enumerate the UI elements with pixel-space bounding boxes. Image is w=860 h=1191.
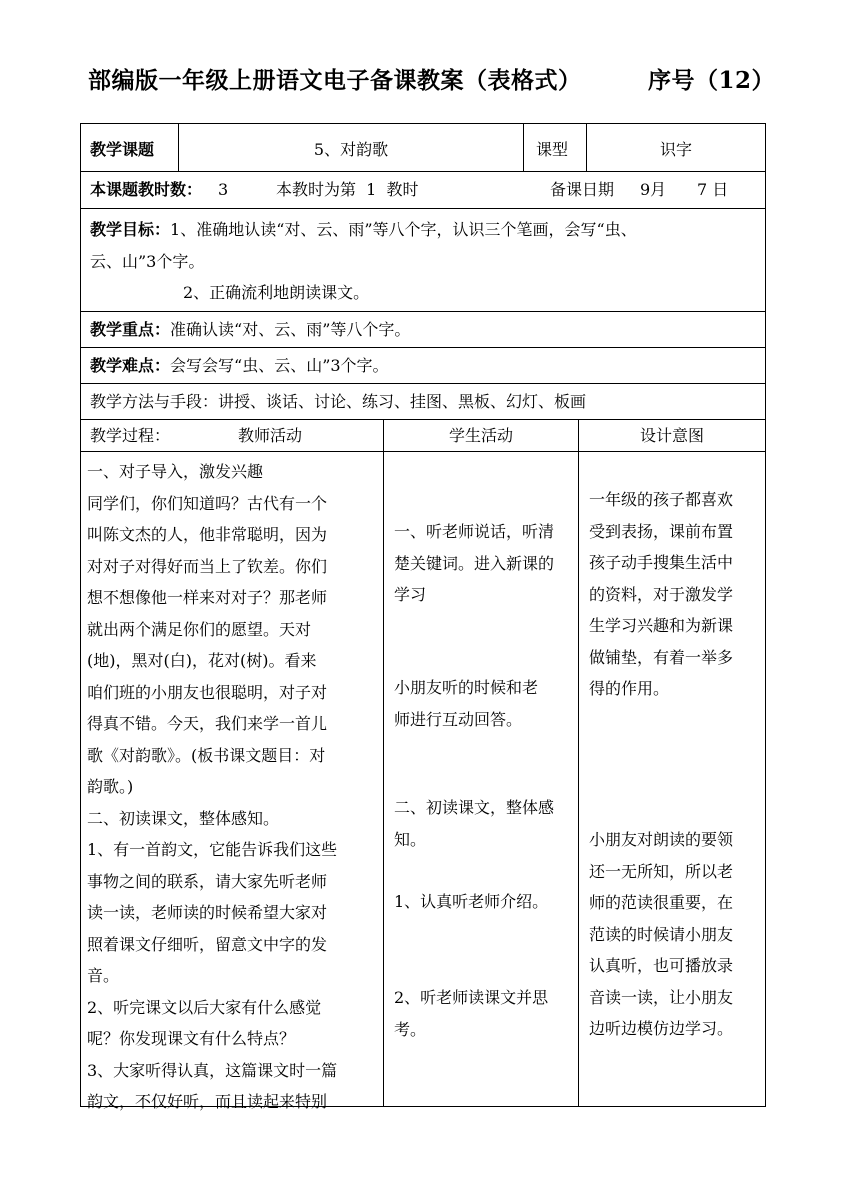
type-value: 识字	[659, 140, 692, 159]
teacher-line: 一、对子导入，激发兴趣	[87, 462, 264, 481]
student-line: 楚关键词。进入新课的	[394, 553, 555, 573]
date-day: 7 日	[697, 180, 729, 199]
goals-line-2: 云、山”3个字。	[90, 251, 205, 271]
teacher-line: 二、初读课文，整体感知。	[87, 808, 280, 828]
document-title	[88, 62, 788, 102]
topic-value: 5、对韵歌	[313, 140, 389, 159]
goals-line-1: 1、准确地认读“对、云、雨”等八个字，认识三个笔画，会写“虫、	[170, 220, 637, 239]
design-line: 一年级的孩子都喜欢	[589, 490, 734, 509]
student-line: 一、听老师说话，听清	[394, 522, 555, 541]
student-line: 小朋友听的时候和老	[394, 678, 539, 697]
difficulties-row	[81, 348, 765, 384]
design-line: 认真听，也可播放录	[589, 956, 734, 975]
design-line: 生学习兴趣和为新课	[589, 616, 734, 635]
design-line: 做铺垫，有着一举多	[589, 647, 734, 667]
student-line: 二、初读课文，整体感	[394, 798, 555, 817]
serial-number: 序号（12）	[648, 67, 776, 94]
hours-label: 本课题教时数：	[90, 180, 203, 199]
process-body-row	[81, 452, 765, 1111]
title-text: 部编版一年级上册语文电子备课教案（表格式）	[88, 67, 582, 94]
design-line: 还一无所知，所以老	[589, 861, 734, 881]
methods-row	[81, 384, 765, 420]
teacher-line: 对对子对得好而当上了钦差。你们	[87, 556, 328, 576]
lesson-plan-table	[80, 123, 766, 1111]
hours-row	[81, 172, 765, 209]
teacher-line: 事物之间的联系，请大家先听老师	[87, 871, 328, 891]
teacher-line: 韵歌。)	[87, 777, 134, 796]
teacher-line: 想不想像他一样来对对子？那老师	[87, 588, 328, 607]
student-activity-block	[394, 886, 548, 918]
teacher-line: 歌《对韵歌》。(板书课文题目：对	[87, 745, 326, 765]
design-line: 受到表扬，课前布置	[589, 521, 734, 541]
teacher-line: 韵文，不仅好听，而且读起来特别	[87, 1092, 328, 1111]
design-intent-column	[578, 452, 765, 1106]
teacher-line: 同学们，你们知道吗？古代有一个	[87, 493, 328, 513]
teacher-activity-header: 教师活动	[238, 426, 303, 445]
date-month: 9月	[640, 180, 667, 199]
student-line: 考。	[394, 1019, 427, 1039]
topic-row	[81, 124, 765, 172]
student-activity-column	[383, 452, 578, 1106]
design-intent-block	[589, 484, 733, 705]
key-points-text: 准确认读“对、云、雨”等八个字。	[170, 320, 411, 339]
student-line: 学习	[394, 585, 427, 604]
teacher-line: 照着课文仔细听，留意文中字的发	[87, 934, 328, 954]
design-line: 得的作用。	[589, 679, 670, 698]
difficulties-text: 会写会写“虫、云、山”3个字。	[170, 356, 389, 375]
design-line: 的资料，对于激发学	[589, 584, 734, 604]
hours-count: 3	[218, 180, 229, 199]
design-line: 师的范读很重要，在	[589, 893, 734, 912]
type-label: 课型	[536, 140, 569, 159]
design-line: 孩子动手搜集生活中	[589, 553, 734, 572]
design-line: 小朋友对朗读的要领	[589, 830, 734, 849]
student-activity-block	[394, 516, 554, 611]
teacher-line: 呢？你发现课文有什么特点？	[87, 1029, 296, 1048]
key-points-label: 教学重点：	[90, 320, 171, 339]
student-activity-block	[394, 672, 538, 735]
goals-line-3: 2、正确流利地朗读课文。	[183, 283, 370, 302]
current-session: 本教时为第 1 教时	[276, 180, 419, 199]
date-label: 备课日期	[550, 180, 615, 199]
teacher-line: 读一读，老师读的时候希望大家对	[87, 903, 328, 922]
student-activity-header: 学生活动	[448, 426, 513, 445]
teacher-line: 2、听完课文以后大家有什么感觉	[87, 997, 322, 1017]
goals-label: 教学目标：	[90, 220, 171, 239]
student-activity-block	[394, 982, 548, 1045]
design-intent-header: 设计意图	[639, 426, 704, 445]
teacher-line: 音。	[87, 966, 120, 985]
student-line: 知。	[394, 829, 427, 849]
student-line: 1、认真听老师介绍。	[394, 892, 549, 911]
methods-text: 教学方法与手段：讲授、谈话、讨论、练习、挂图、黑板、幻灯、板画	[90, 392, 587, 411]
teacher-line: 得真不错。今天，我们来学一首儿	[87, 714, 328, 733]
teacher-activity-column	[81, 452, 383, 1111]
design-line: 音读一读，让小朋友	[589, 987, 734, 1007]
key-points-row	[81, 312, 765, 348]
process-header-row	[81, 420, 765, 452]
goals-row	[81, 209, 765, 312]
student-activity-block	[394, 792, 554, 855]
topic-label: 教学课题	[90, 140, 155, 159]
teacher-line: (地)，黑对(白)，花对(树)。看来	[87, 651, 317, 670]
teacher-line: 咱们班的小朋友也很聪明，对子对	[87, 682, 328, 702]
teacher-line: 叫陈文杰的人，他非常聪明，因为	[87, 525, 328, 544]
teacher-line: 1、有一首韵文，它能告诉我们这些	[87, 840, 338, 859]
student-line: 师进行互动回答。	[394, 709, 523, 729]
teacher-line: 3、大家听得认真，这篇课文时一篇	[87, 1060, 338, 1080]
design-intent-block	[589, 824, 733, 1045]
student-line: 2、听老师读课文并思	[394, 988, 549, 1007]
process-label: 教学过程：	[90, 426, 171, 445]
design-line: 边听边模仿边学习。	[589, 1019, 734, 1038]
difficulties-label: 教学难点：	[90, 356, 171, 375]
design-line: 范读的时候请小朋友	[589, 924, 734, 944]
teacher-line: 就出两个满足你们的愿望。天对	[87, 619, 312, 639]
